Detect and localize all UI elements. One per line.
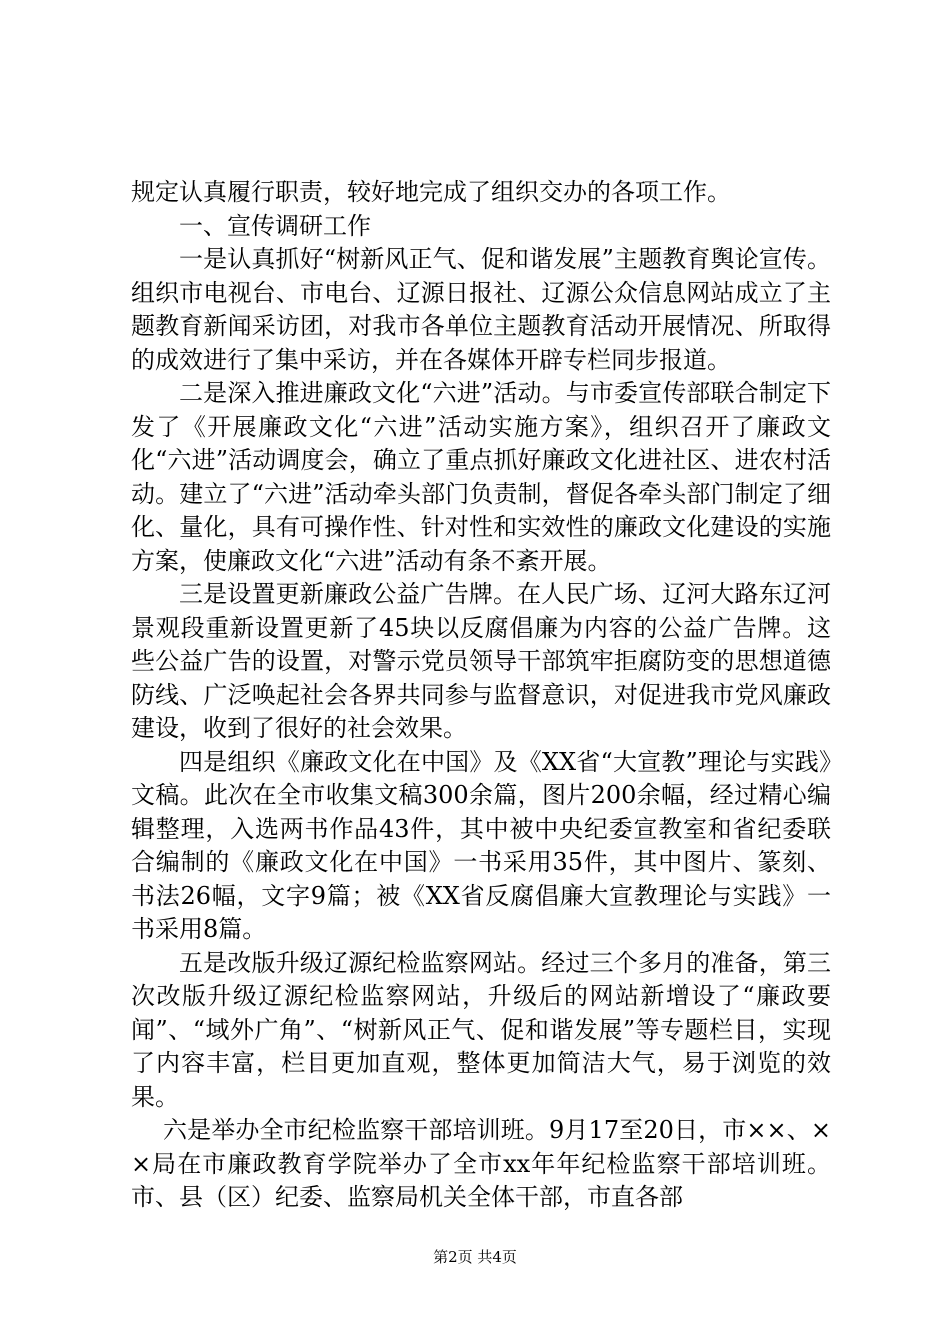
page-footer: 第2页 共4页: [433, 1248, 517, 1266]
paragraph-continuation: 规定认真履行职责，较好地完成了组织交办的各项工作。: [131, 178, 731, 206]
paragraph-item-1: 一是认真抓好“树新风正气、促和谐发展”主题教育舆论宣传。组织市电视台、市电台、辽源日报社、辽源公众信息网站成立了主题教育新闻采访团，对我市各单位主题教育活动开展情况、所取得的成效进行了集中采访，并在各媒体开辟专栏同步报道。: [131, 245, 831, 374]
document-body: [131, 176, 831, 1215]
paragraph-item-5: 五是改版升级辽源纪检监察网站。经过三个多月的准备，第三次改版升级辽源纪检监察网站，升级后的网站新增设了“廉政要闻”、“域外广角”、“树新风正气、促和谐发展”等专题栏目，实现了内容丰富，栏目更加直观，整体更加简洁大气，易于浏览的效果。: [131, 948, 831, 1111]
section-heading: 一、宣传调研工作: [179, 211, 371, 240]
paragraph-item-2: 二是深入推进廉政文化“六进”活动。与市委宣传部联合制定下发了《开展廉政文化“六进”活动实施方案》，组织召开了廉政文化“六进”活动调度会，确立了重点抓好廉政文化进社区、进农村活动。建立了“六进”活动牵头部门负责制，督促各牵头部门制定了细化、量化，具有可操作性、针对性和实效性的廉政文化建设的实施方案，使廉政文化“六进”活动有条不紊开展。: [131, 379, 831, 575]
paragraph-item-3: 三是设置更新廉政公益广告牌。在人民广场、辽河大路东辽河景观段重新设置更新了45块以反腐倡廉为内容的公益广告牌。这些公益广告的设置，对警示党员领导干部筑牢拒腐防变的思想道德防线、广泛唤起社会各界共同参与监督意识，对促进我市党风廉政建设，收到了很好的社会效果。: [131, 580, 831, 742]
paragraph-item-6: 六是举办全市纪检监察干部培训班。9月17至20日，市××、××局在市廉政教育学院举办了全市xx年年纪检监察干部培训班。市、县（区）纪委、监察局机关全体干部，市直各部: [131, 1116, 831, 1211]
paragraph-item-4: 四是组织《廉政文化在中国》及《XX省“大宣教”理论与实践》文稿。此次在全市收集文稿300余篇，图片200余幅，经过精心编辑整理，入选两书作品43件，其中被中央纪委宣教室和省纪委联合编制的《廉政文化在中国》一书采用35件，其中图片、篆刻、书法26幅，文字9篇；被《XX省反腐倡廉大宣教理论与实践》一书采用8篇。: [131, 747, 831, 943]
